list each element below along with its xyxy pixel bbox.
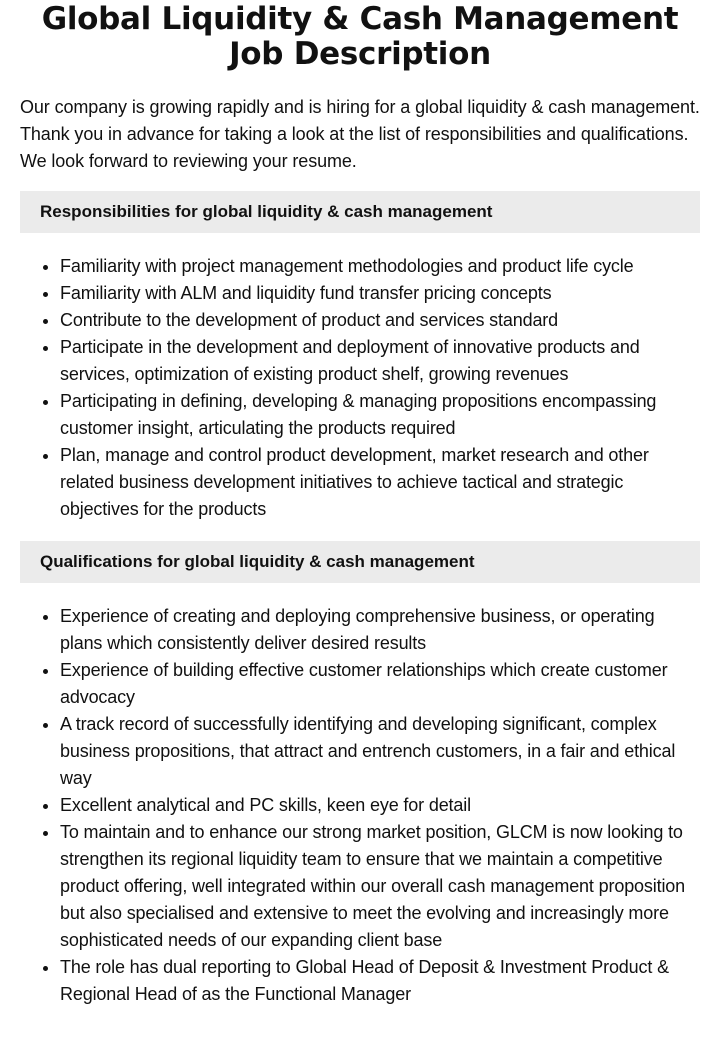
qualification-item: • Experience of creating and deploying comprehensive business, or operating plans which consistently deliver desired results [60, 603, 700, 657]
responsibilities-heading: Responsibilities for global liquidity & cash management [20, 191, 700, 233]
qualification-item: • To maintain and to enhance our strong market position, GLCM is now looking to strengthen its regional liquidity team to ensure that we maintain a competitive product offering, well integrated within our overall cash management proposition but also specialised and extensive to meet the evolving and increasingly more sophisticated needs of our expanding client base [60, 819, 700, 954]
responsibility-item: • Participate in the development and deployment of innovative products and services, optimization of existing product shelf, growing revenues [60, 334, 700, 388]
qualification-item: • Experience of building effective customer relationships which create customer advocacy [60, 657, 700, 711]
responsibility-item: • Familiarity with ALM and liquidity fund transfer pricing concepts [60, 280, 700, 307]
qualification-item: • Excellent analytical and PC skills, keen eye for detail [60, 792, 700, 819]
intro-paragraph: Our company is growing rapidly and is hiring for a global liquidity & cash management. Thank you in advance for taking a look at the list of responsibilities and qualifications. We look forward to reviewing your resume. [20, 97, 700, 171]
responsibilities-list [20, 253, 700, 523]
responsibility-item: • Plan, manage and control product development, market research and other related business development initiatives to achieve tactical and strategic objectives for the products [60, 442, 700, 523]
responsibility-item: • Participating in defining, developing & managing propositions encompassing customer insight, articulating the products required [60, 388, 700, 442]
qualifications-list [20, 603, 700, 1008]
responsibility-item: • Contribute to the development of product and services standard [60, 307, 700, 334]
qualifications-heading: Qualifications for global liquidity & cash management [20, 541, 700, 583]
page-title: Global Liquidity & Cash Management Job Description [41, 1, 679, 72]
qualification-item: • A track record of successfully identifying and developing significant, complex business propositions, that attract and entrench customers, in a fair and ethical way [60, 711, 700, 792]
responsibility-item: • Familiarity with project management methodologies and product life cycle [60, 253, 700, 280]
qualification-item: • The role has dual reporting to Global Head of Deposit & Investment Product & Regional Head of as the Functional Manager [60, 954, 700, 1008]
